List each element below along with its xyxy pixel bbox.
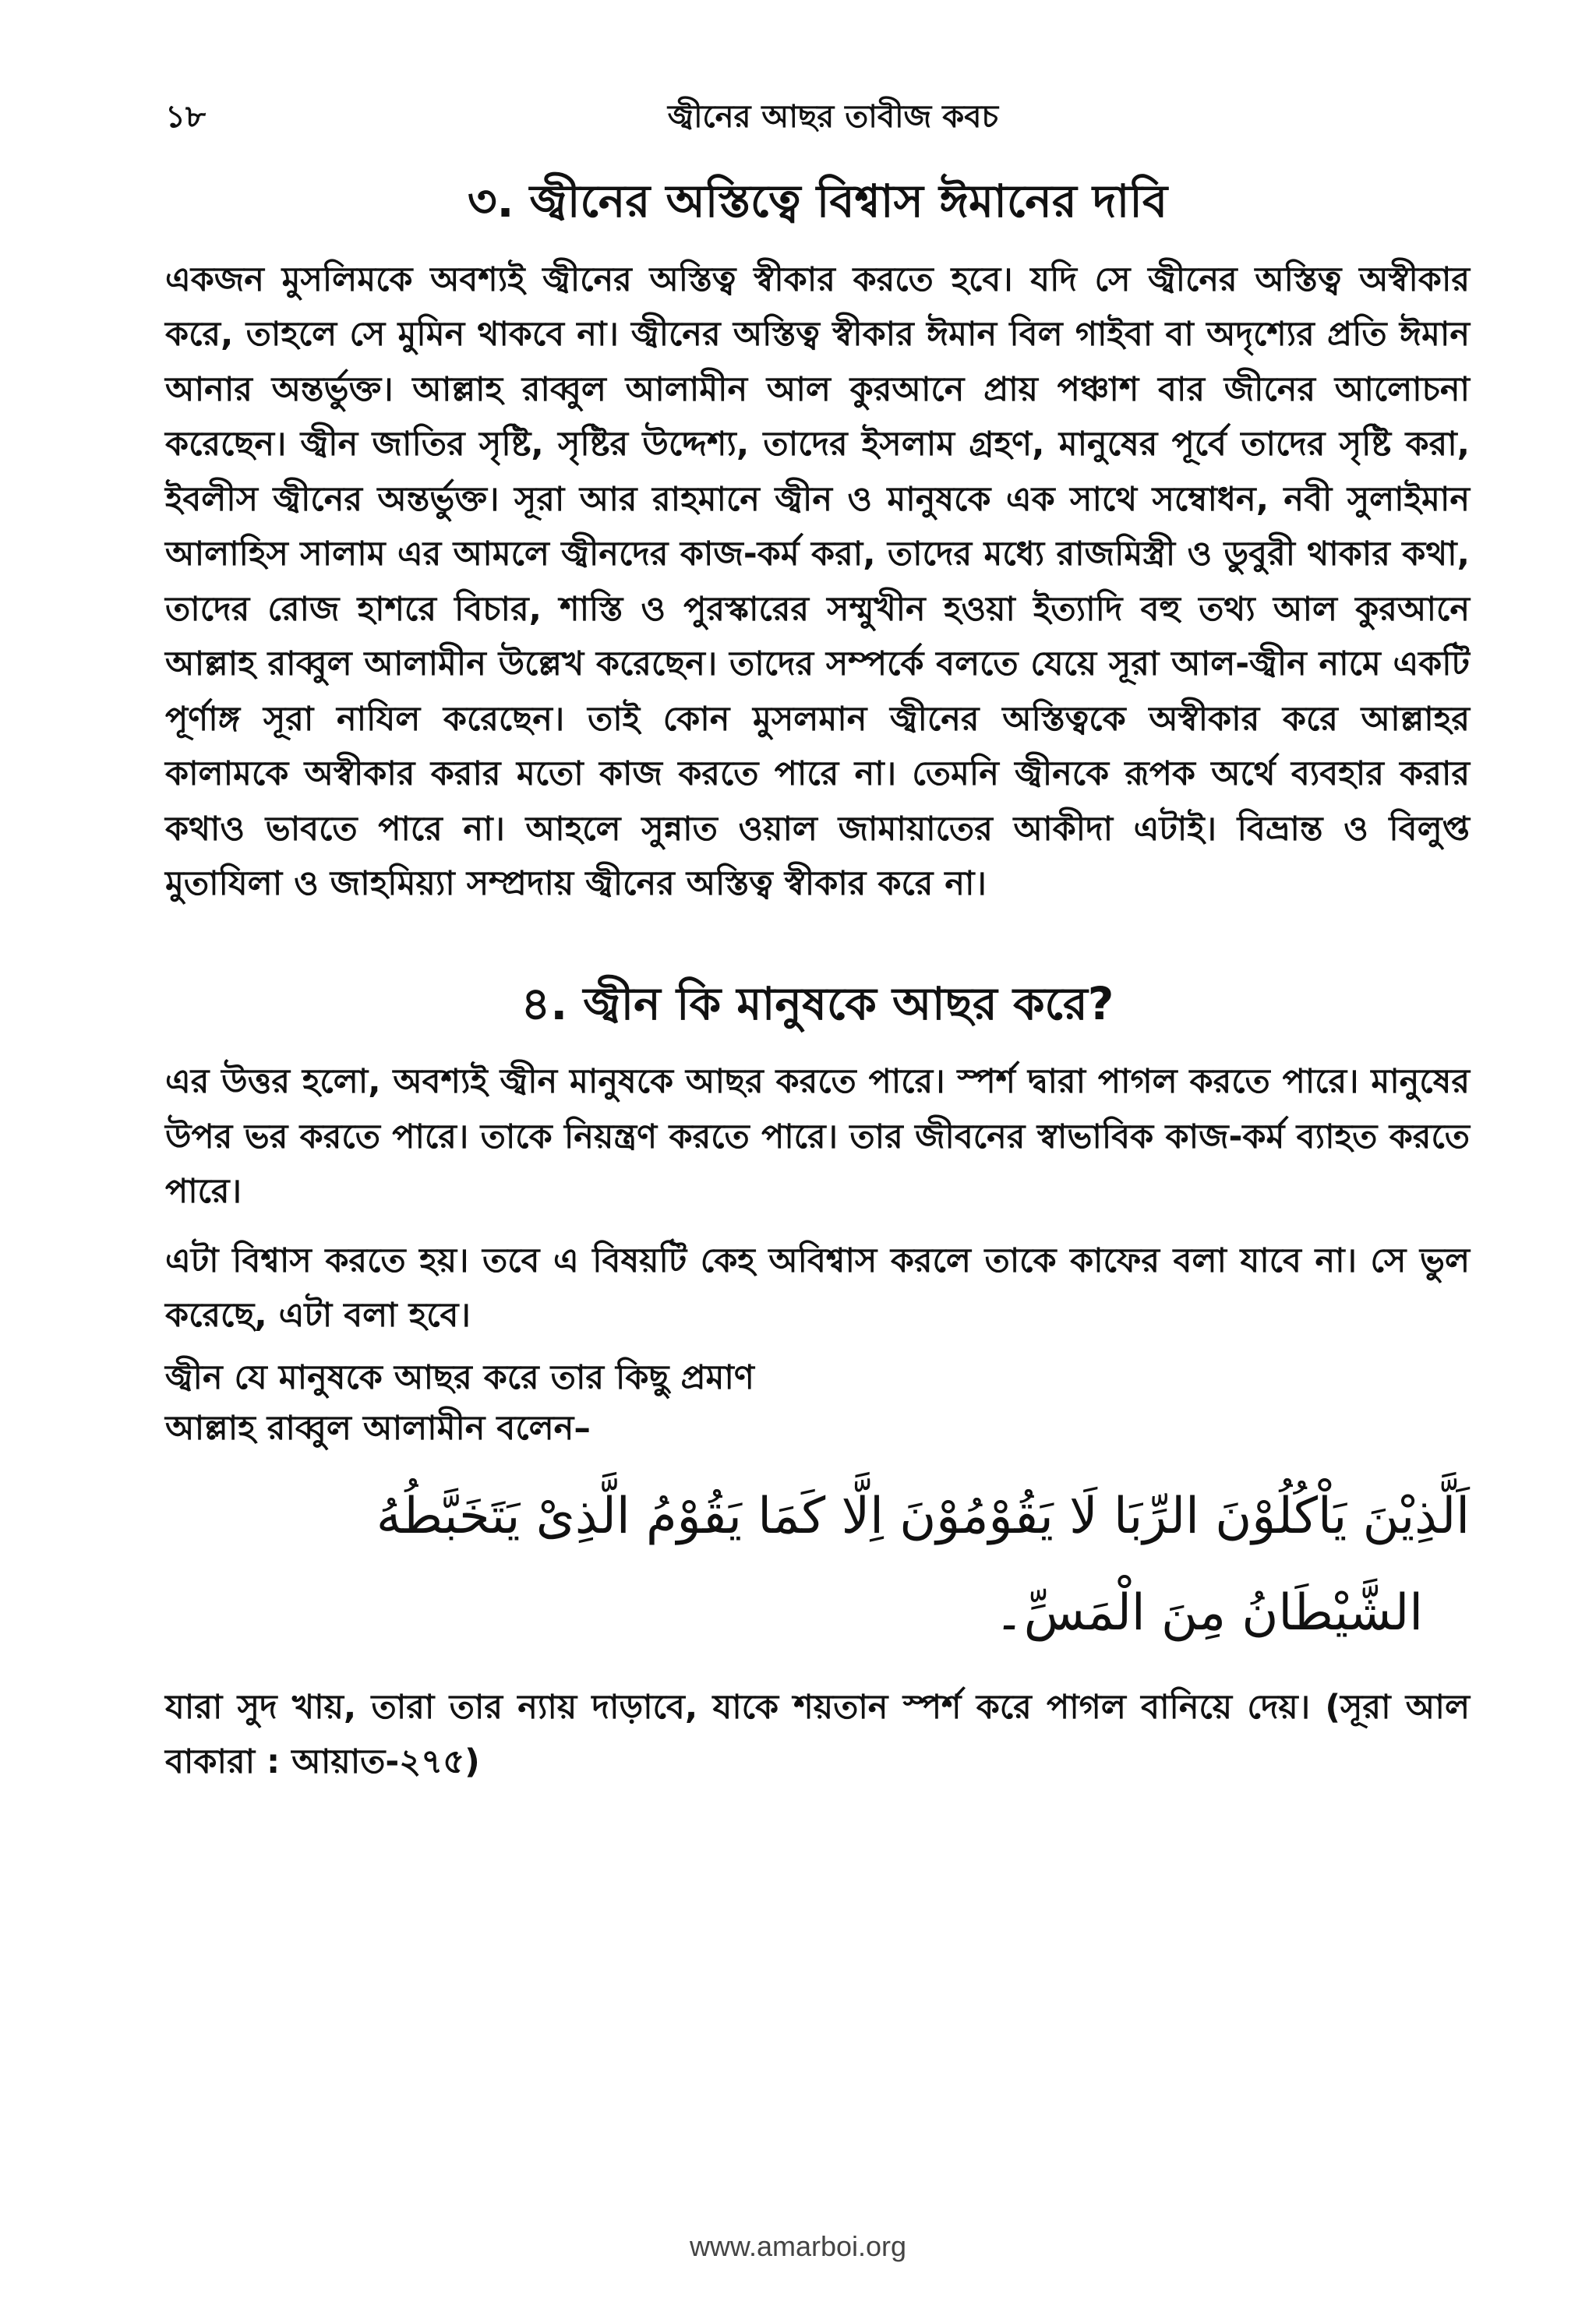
section-1-paragraph: একজন মুসলিমকে অবশ্যই জ্বীনের অস্তিত্ব স্বীকার করতে হবে। যদি সে জ্বীনের অস্তিত্ব অস্বীকার করে, তাহলে সে মুমিন থাকবে না। জ্বীনের অস্তিত্ব স্বীকার ঈমান বিল গাইবা বা অদৃশ্যের প্রতি ঈমান আনার অন্তর্ভুক্ত। আল্লাহ রাব্বুল আলামীন আল কুরআনে প্রায় পঞ্চাশ বার জীনের আলোচনা করেছেন। জ্বীন জাতির সৃষ্টি, সৃষ্টির উদ্দেশ্য, তাদের ইসলাম গ্রহণ, মানুষের পূর্বে তাদের সৃষ্টি করা, ইবলীস জ্বীনের অন্তর্ভুক্ত। সূরা আর রাহমানে জ্বীন ও মানুষকে এক সাথে সম্বোধন, নবী সুলাইমান আলাহিস সালাম এর আমলে জ্বীনদের কাজ-কর্ম করা, তাদের মধ্যে রাজমিস্ত্রী ও ডুবুরী থাকার কথা, তাদের রোজ হাশরে বিচার, শাস্তি ও পুরস্কারের সম্মুখীন হওয়া ইত্যাদি বহু তথ্য আল কুরআনে আল্লাহ রাব্বুল আলামীন উল্লেখ করেছেন। তাদের সম্পর্কে বলতে যেয়ে সূরা আল-জ্বীন নামে একটি পূর্ণাঙ্গ সূরা নাযিল করেছেন। তাই কোন মুসলমান জ্বীনের অস্তিত্বকে অস্বীকার করে আল্লাহর কালামকে অস্বীকার করার মতো কাজ করতে পারে না। তেমনি জ্বীনকে রূপক অর্থে ব্যবহার করার কথাও ভাবতে পারে না। আহলে সুন্নাত ওয়াল জামায়াতের আকীদা এটাই। বিভ্রান্ত ও বিলুপ্ত মুতাযিলা ও জাহমিয়্যা সম্প্রদায় জ্বীনের অস্তিত্ব স্বীকার করে না।: [165, 259, 1470, 904]
arabic-line-2: الشَّيْطَانُ مِنَ الْمَسِّ۔: [994, 1583, 1423, 1642]
paragraph-gap: [165, 1220, 1470, 1234]
arabic-verse: [165, 1468, 1470, 1661]
arabic-line-1: اَلَّذِيْنَ يَاْكُلُوْنَ الرِّبَا لَا يَقُوْمُوْنَ اِلَّا كَمَا يَقُوْمُ الَّذِىْ يَتَخَبَّطُهُ: [376, 1487, 1470, 1545]
proof-intro: আল্লাহ রাব্বুল আলামীন বলেন–: [165, 1408, 591, 1448]
section-2-paragraph-1: এর উত্তর হলো, অবশ্যই জ্বীন মানুষকে আছর করতে পারে। স্পর্শ দ্বারা পাগল করতে পারে। মানুষের উপর ভর করতে পারে। তাকে নিয়ন্ত্রণ করতে পারে। তার জীবনের স্বাভাবিক কাজ-কর্ম ব্যাহত করতে পারে।: [165, 1062, 1470, 1212]
book-title: জ্বীনের আছর তাবীজ কবচ: [667, 99, 999, 135]
footer-website: www.amarboi.org: [689, 2230, 907, 2262]
page-number: ১৮: [165, 99, 206, 135]
section-2-paragraph-2: এটা বিশ্বাস করতে হয়। তবে এ বিষয়টি কেহ অবিশ্বাস করলে তাকে কাফের বলা যাবে না। সে ভুল করেছে, এটা বলা হবে।: [165, 1241, 1470, 1336]
section-jinn-possession: [165, 977, 1470, 1790]
proof-title: জ্বীন যে মানুষকে আছর করে তার কিছু প্রমাণ: [165, 1357, 754, 1397]
section-heading-2: ৪. জ্বীন কি মানুষকে আছর করে?: [521, 976, 1114, 1030]
section-heading-1: ৩. জ্বীনের অস্তিত্বে বিশ্বাস ঈমানের দাবি: [467, 175, 1168, 228]
running-head: [165, 86, 1470, 140]
section-belief-in-jinn: [165, 175, 1470, 912]
verse-translation: যারা সুদ খায়, তারা তার ন্যায় দাড়াবে, যাকে শয়তান স্পর্শ করে পাগল বানিয়ে দেয়। (সূরা আল বাকারা : আয়াত-২৭৫): [165, 1687, 1470, 1782]
